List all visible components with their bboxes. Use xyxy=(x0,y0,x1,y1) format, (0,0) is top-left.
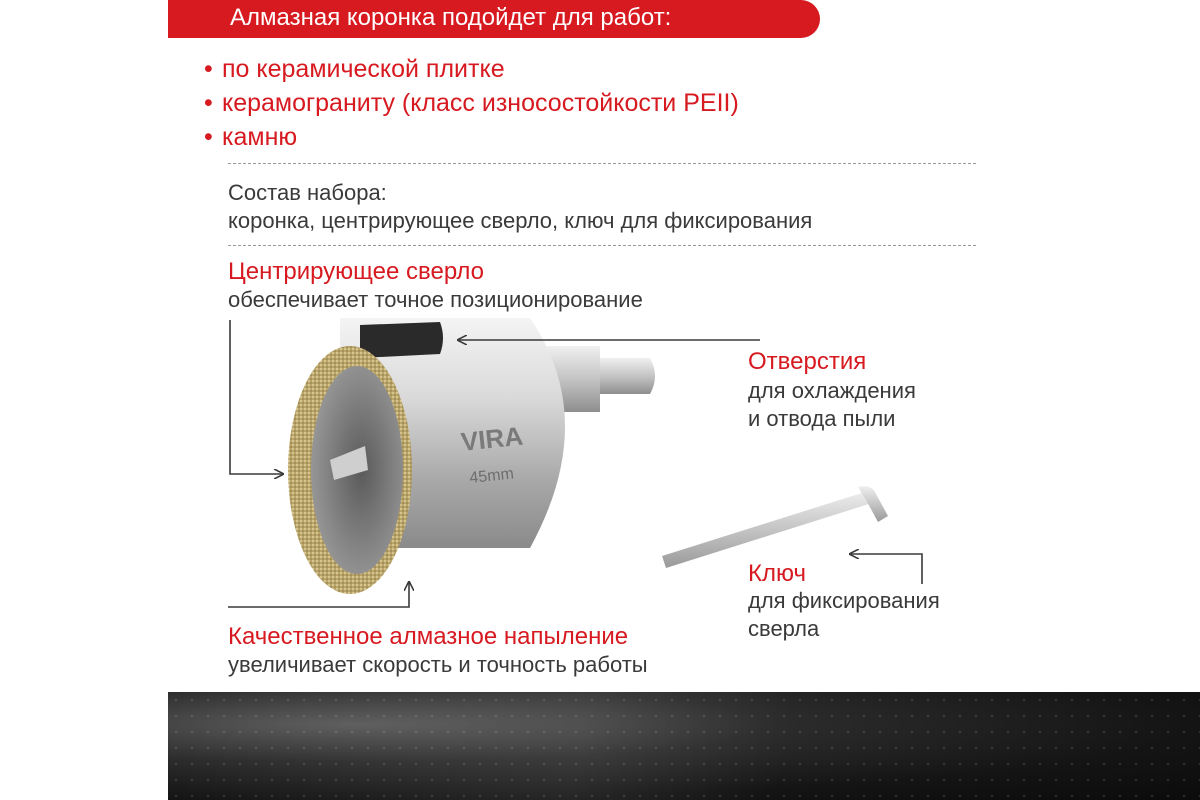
bullet-dot: • xyxy=(204,89,213,117)
arrow-centering-drill xyxy=(230,320,283,474)
bottom-dark-band xyxy=(168,692,1200,800)
brand-logo: VIRA xyxy=(459,420,525,457)
band-shine xyxy=(168,692,1200,800)
holes-line2: и отвода пыли xyxy=(748,406,896,431)
key-line1: для фиксирования xyxy=(748,588,940,613)
kit-contents: коронка, центрирующее сверло, ключ для фиксирования xyxy=(228,208,813,233)
key-title: Ключ xyxy=(748,560,806,587)
size-label: 45mm xyxy=(468,465,515,487)
bullet-dot: • xyxy=(204,123,213,151)
diamond-coating-title: Качественное алмазное напыление xyxy=(228,623,629,650)
centering-drill-title: Центрирующее сверло xyxy=(228,258,484,285)
centering-drill-description: обеспечивает точное позиционирование xyxy=(228,287,643,312)
bullet-dot: • xyxy=(204,55,213,83)
diamond-rim xyxy=(288,346,412,594)
bullet-text: керамограниту (класс износостойкости PEII) xyxy=(222,89,739,117)
arrow-key xyxy=(850,554,922,584)
hex-key xyxy=(662,486,888,568)
diamond-coating-description: увеличивает скорость и точность работы xyxy=(228,652,648,677)
arrow-diamond-coating xyxy=(228,582,409,607)
bullet-text: камню xyxy=(222,123,298,151)
kit-title: Состав набора: xyxy=(228,180,387,205)
bullet-text: по керамической плитке xyxy=(222,55,505,83)
holes-line1: для охлаждения xyxy=(748,378,916,403)
key-line2: сверла xyxy=(748,616,820,641)
holes-title: Отверстия xyxy=(748,348,867,375)
header-title: Алмазная коронка подойдет для работ: xyxy=(230,4,672,31)
